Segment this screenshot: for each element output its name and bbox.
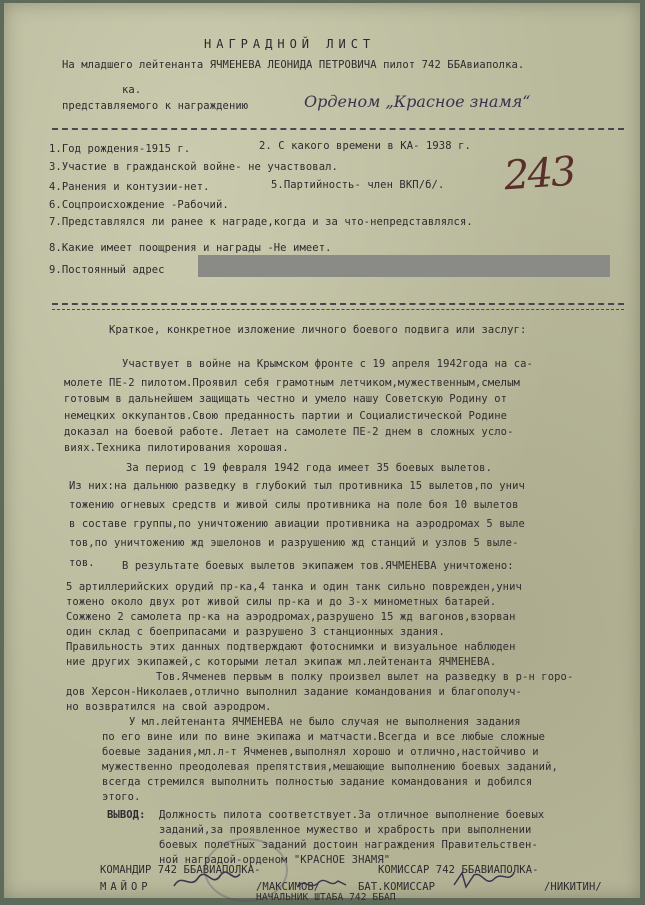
commander-signature <box>172 868 242 892</box>
feat-p4-line: всегда стремился выполнить полностью задание командования и добился <box>102 776 533 788</box>
award-sheet <box>4 3 640 903</box>
feat-p2-line: в составе группы,по уничтожению авиации противника на аэродромах 5 выле <box>69 518 525 530</box>
nominee-line-continuation: ка. <box>122 84 142 96</box>
feat-p1-line: доказал на боевой работе. Летает на самолете ПЕ-2 днем в сложных усло- <box>64 426 514 438</box>
middle-divider-thin <box>52 309 624 310</box>
feat-p4-line: мужественно преодолевая препятствия,мешающие выполнению боевых заданий, <box>102 761 558 773</box>
conclusion-line: Должность пилота соответствует.За отличное выполнение боевых <box>159 809 545 821</box>
feat-p1-line: немецких оккупантов.Свою преданность партии и Социалистической Родине <box>64 410 508 422</box>
commissar-signature <box>452 869 516 891</box>
feat-p3-line: Правильность этих данных подтверждают фотоснимки и визуальное наблюден <box>66 641 516 653</box>
feat-p2-line: Из них:на дальнюю разведку в глубокий тыл противника 15 вылетов,по унич <box>69 480 525 492</box>
feat-p4-line: У мл.лейтенанта ЯЧМЕНЕВА не было случая не выполнения задания <box>129 716 521 728</box>
conclusion-line: заданий,за проявленное мужество и храбрость при выполнении <box>159 824 532 836</box>
feat-p3-line: В результате боевых вылетов экипажем тов.ЯЧМЕНЕВА уничтожено: <box>122 560 514 572</box>
feat-p3-line: но возвратился на свой аэродром. <box>66 701 272 713</box>
chief-of-staff-signature <box>296 875 348 893</box>
feat-p4-line: боевые задания,мл.л-т Ячменев,выполнял хорошо и отлично,настойчиво и <box>102 746 539 758</box>
conclusion-line: ной наградой-орденом "КРАСНОЕ ЗНАМЯ" <box>159 854 391 866</box>
feat-p2-line: тов,по уничтожению жд эшелонов и разрушению жд станций и узлов 5 выле- <box>69 537 519 549</box>
commander-name: /МАКСИМОВ/ <box>256 881 321 893</box>
form-field-4: 4.Ранения и контузии-нет. <box>49 181 210 193</box>
commissar-rank: БАТ.КОМИССАР <box>358 881 436 893</box>
feat-p3-line: ние других экипажей,с которыми летал экипаж мл.лейтенанта ЯЧМЕНЕВА. <box>66 656 497 668</box>
award-intro: представляемого к награждению <box>62 100 249 112</box>
feat-p3-line: 5 артиллерийских орудий пр-ка,4 танка и один танк сильно поврежден,унич <box>66 581 522 593</box>
form-field-1: 1.Год рождения-1915 г. <box>49 143 191 155</box>
commissar-name: /НИКИТИН/ <box>544 881 602 893</box>
form-field-5: 5.Партийность- член ВКП/б/. <box>271 179 445 191</box>
commissar-title: КОМИССАР 742 ББАВИАПОЛКА- <box>378 864 539 876</box>
feat-p3-line: один склад с боеприпасами и разрушено 3 станционных здания. <box>66 626 445 638</box>
feat-p1-line: молете ПЕ-2 пилотом.Проявил себя грамотным летчиком,мужественным,смелым <box>64 377 520 389</box>
chief-of-staff-title: НАЧАЛЬНИК ШТАБА 742 ББАП <box>256 892 396 903</box>
feat-p3-line: Тов.Ячменев первым в полку произвел вылет на разведку в р-н горо- <box>156 671 574 683</box>
feat-p3-line: Сожжено 2 самолета пр-ка на аэродромах,разрушено 15 жд вагонов,взорван <box>66 611 516 623</box>
feat-p2-line: За период с 19 февраля 1942 года имеет 35 боевых вылетов. <box>126 462 493 474</box>
middle-divider <box>52 303 624 305</box>
document-title: НАГРАДНОЙ ЛИСТ <box>204 37 376 51</box>
top-divider <box>52 128 624 130</box>
award-handwritten: Орденом „Красное знамя“ <box>304 92 531 111</box>
conclusion-line: боевых полетных заданий достоин награждения Правительствен- <box>159 839 538 851</box>
conclusion-label: ВЫВОД: <box>107 809 146 821</box>
form-field-8: 8.Какие имеет поощрения и награды -Не имеет. <box>49 242 332 254</box>
feat-p3-line: тожено около двух рот живой силы пр-ка и до 3-х минометных батарей. <box>66 596 497 608</box>
document-number: 243 <box>502 148 576 200</box>
form-field-7: 7.Представлялся ли ранее к награде,когда и за что-непредставлялся. <box>49 216 473 228</box>
feat-p1-line: виях.Техника пилотирования хорошая. <box>64 442 289 454</box>
feat-p1-line: готовым в дальнейшем защищать честно и умело нашу Советскую Родину от <box>64 393 508 405</box>
feat-p3-line: дов Херсон-Николаев,отлично выполнил задание командования и благополуч- <box>66 686 522 698</box>
form-field-3: 3.Участие в гражданской войне- не участвовал. <box>49 161 338 173</box>
feat-p2-line: тожению огневых средств и живой силы противника на поле боя 10 вылетов <box>69 499 519 511</box>
redacted-address <box>198 255 610 277</box>
feat-p4-line: по его вине или по вине экипажа и матчасти.Всегда и все любые сложные <box>102 731 546 743</box>
feat-p1-line: Участвует в войне на Крымском фронте с 19 апреля 1942года на са- <box>122 358 533 370</box>
commander-rank: МАЙОР <box>100 881 152 893</box>
form-field-2: 2. С какого времени в КА- 1938 г. <box>259 140 471 152</box>
form-field-9: 9.Постоянный адрес <box>49 264 165 276</box>
nominee-line: На младшего лейтенанта ЯЧМЕНЕВА ЛЕОНИДА ПЕТРОВИЧА пилот 742 ББАвиаполка. <box>62 59 525 71</box>
feat-heading: Краткое, конкретное изложение личного боевого подвига или заслуг: <box>109 324 527 336</box>
feat-p4-line: этого. <box>102 791 141 803</box>
commander-title: КОМАНДИР 742 ББАВИАПОЛКА- <box>100 864 261 876</box>
form-field-6: 6.Соцпроисхождение -Рабочий. <box>49 199 229 211</box>
feat-p2-line: тов. <box>69 557 95 569</box>
